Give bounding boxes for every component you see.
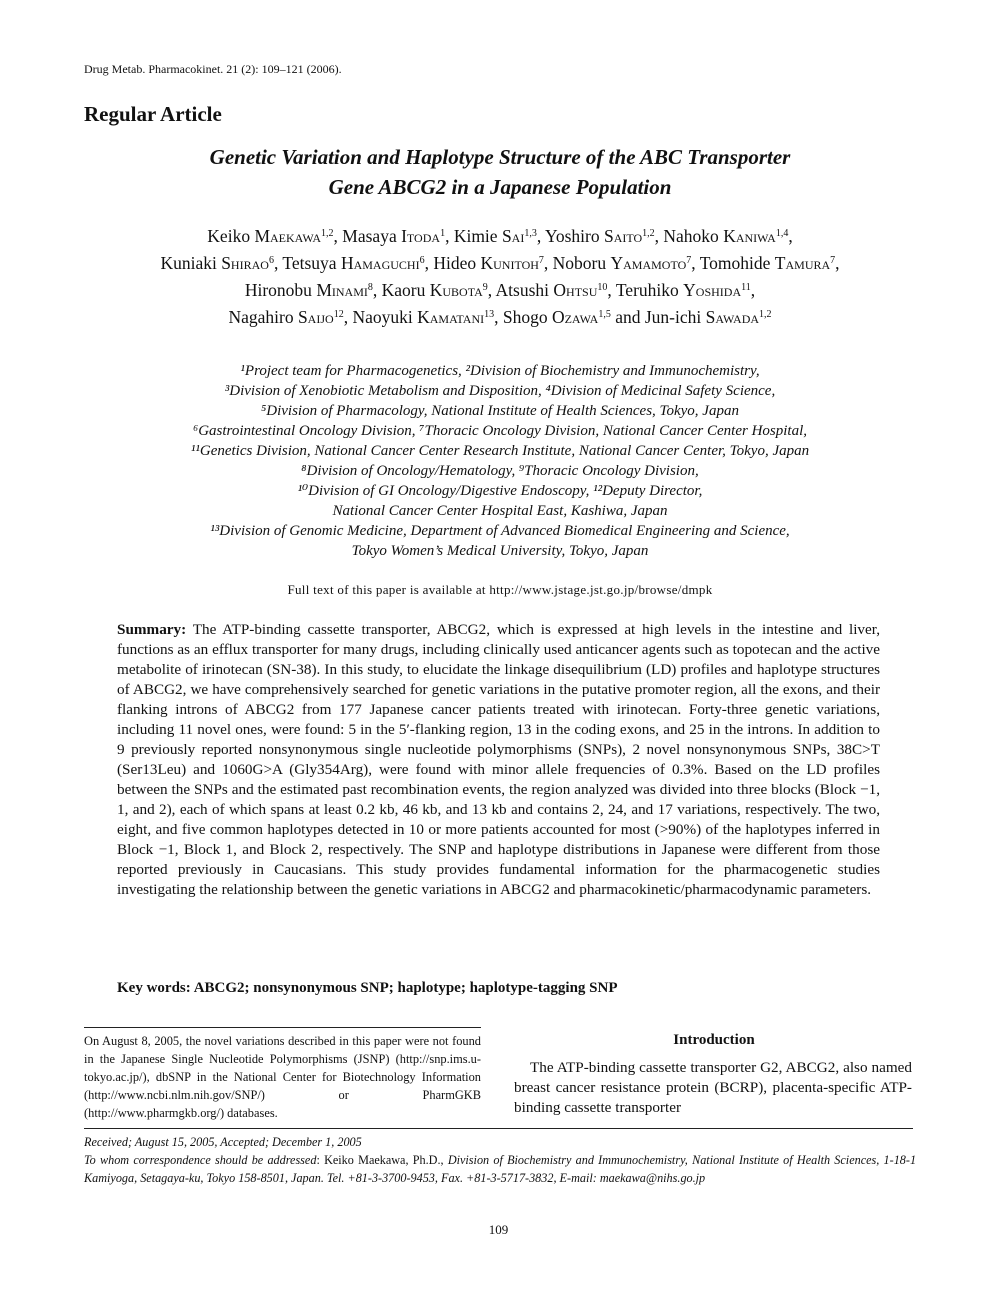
journal-citation: Drug Metab. Pharmacokinet. 21 (2): 109–121 (2006). <box>84 62 342 76</box>
author-name: Jun-ichi Sawada$^{1,2}$ <box>644 307 772 327</box>
affiliation-line: ⁶Gastrointestinal Oncology Division, ⁷Thoracic Oncology Division, National Cancer Center Hospital, <box>193 423 807 439</box>
correspondence-label: To whom correspondence should be addressed <box>84 1153 317 1167</box>
article-type: Regular Article <box>84 102 222 126</box>
page-footer-rule <box>84 1128 913 1129</box>
author-name: Hideo Kunitoh$^7$ <box>433 253 544 273</box>
author-name: Shogo Ozawa$^{1,5}$ <box>502 307 611 327</box>
affiliation-line: Tokyo Women’s Medical University, Tokyo, Japan <box>351 543 649 559</box>
correspondence-address: Division of Biochemistry and Immunochemistry, National Institute of Health Sciences, 1-18-1 Kamiyoga, Setagaya-ku, Tokyo 158-8501, Japan. Tel. +81-3-3700-9453, Fax. +81-3-5717-3832, E-mail: maekawa@nihs.go.jp <box>84 1153 917 1185</box>
author-name: Atsushi Ohtsu$^{10}$ <box>495 280 608 300</box>
affiliation-line: ⁸Division of Oncology/Hematology, ⁹Thoracic Oncology Division, <box>301 463 699 479</box>
author-list: Keiko Maekawa$^{1,2}$, Masaya Itoda$^1$, Kimie Sai$^{1,3}$, Yoshiro Saito$^{1,2}$, Nahoko Kaniwa$^{1,4}$, Kuniaki Shirao$^6$, Tetsuya Hamaguchi$^6$, Hideo Kunitoh$^7$, Noboru Yamamoto$^7$, Tomohide Tamura$^7$, Hironobu Minami$^8$, Kaoru Kubota$^9$, Atsushi Ohtsu$^{10}$, Teruhiko Yoshida$^{11}$, Nagahiro Saijo$^{12}$, Naoyuki Kamatani$^{13}$, Shogo Ozawa$^{1,5}$ and Jun-ichi Sawada$^{1,2}$ <box>160 226 840 327</box>
footnote-rule <box>84 1027 481 1028</box>
introduction-paragraph: The ATP-binding cassette transporter G2, ABCG2, also named breast cancer resistance protein (BCRP), placenta-specific ATP-binding cassette transporter <box>514 1059 912 1116</box>
correspondence-name: Keiko Maekawa, Ph.D. <box>324 1153 441 1167</box>
author-name: Nagahiro Saijo$^{12}$ <box>228 307 344 327</box>
affiliations <box>84 361 916 561</box>
introduction-text <box>514 1058 912 1118</box>
summary-label: Summary: <box>117 621 187 638</box>
affiliation-line: ⁵Division of Pharmacology, National Institute of Health Sciences, Tokyo, Japan <box>261 403 739 419</box>
author-name: Kaoru Kubota$^9$ <box>381 280 488 300</box>
received-dates: Received; August 15, 2005, Accepted; December 1, 2005 <box>84 1135 362 1149</box>
author-name: Teruhiko Yoshida$^{11}$ <box>615 280 751 300</box>
full-text-notice: Full text of this paper is available at http://www.jstage.jst.go.jp/browse/dmpk <box>287 582 713 597</box>
author-name: Masaya Itoda$^1$ <box>342 226 446 246</box>
article-title <box>84 142 916 202</box>
author-name: Tetsuya Hamaguchi$^6$ <box>282 253 425 273</box>
correspondence: To whom correspondence should be addressed: Keiko Maekawa, Ph.D., Division of Biochemistry and Immunochemistry, National Institute of Health Sciences, 1-18-1 Kamiyoga, Setagaya-ku, Tokyo 158-8501, Japan. Tel. +81-3-3700-9453, Fax. +81-3-5717-3832, E-mail: maekawa@nihs.go.jp <box>84 1153 917 1185</box>
author-name: Naoyuki Kamatani$^{13}$ <box>352 307 495 327</box>
author-name: Hironobu Minami$^8$ <box>244 280 373 300</box>
introduction-heading: Introduction <box>673 1032 755 1048</box>
authors-and: and <box>615 307 641 327</box>
affiliation-line: ¹³Division of Genomic Medicine, Department of Advanced Biomedical Engineering and Science, <box>210 523 790 539</box>
author-name: Kimie Sai$^{1,3}$ <box>453 226 537 246</box>
received-and-correspondence <box>84 1133 916 1187</box>
summary-text: The ATP-binding cassette transporter, ABCG2, which is expressed at high levels in the intestine and liver, functions as an efflux transporter for many drugs, including clinically used anticancer agents such as topotecan and the active metabolite of irinotecan (SN-38). In this study, to elucidate the linkage disequilibrium (LD) profiles and haplotype structures of ABCG2, we have comprehensively searched for genetic variations in the putative promoter region, all the exons, and their flanking introns of ABCG2 from 177 Japanese cancer patients treated with irinotecan. Forty-three genetic variations, including 11 novel ones, were found: 5 in the 5′-flanking region, 13 in the coding exons, and 25 in the introns. In addition to 9 previously reported nonsynonymous single nucleotide polymorphisms (SNPs), 2 novel nonsynonymous SNPs, 38C>T (Ser13Leu) and 1060G>A (Gly354Arg), were found with minor allele frequencies of 0.3%. Based on the LD profiles between the SNPs and the estimated past recombination events, the region analyzed was divided into three blocks (Block −1, 1, and 2), each of which spans at least 0.2 kb, 46 kb, and 13 kb and contains 2, 24, and 17 variations, respectively. The two, eight, and five common haplotypes detected in 10 or more patients accounted for most (>90%) of the haplotypes inferred in Block −1, Block 1, and Block 2, respectively. The SNP and haplotype distributions in Japanese were different from those reported previously in Caucasians. This study provides fundamental information for the pharmacogenetic studies investigating the relationship between the genetic variations in ABCG2 and pharmacokinetic/pharmacodynamic parameters. <box>117 621 880 898</box>
author-name: Keiko Maekawa$^{1,2}$ <box>207 226 334 246</box>
title-line-2: Gene ABCG2 in a Japanese Population <box>328 175 672 199</box>
affiliation-line: ³Division of Xenobiotic Metabolism and Disposition, ⁴Division of Medicinal Safety Science, <box>224 383 776 399</box>
keywords-text: ABCG2; nonsynonymous SNP; haplotype; haplotype-tagging SNP <box>193 980 618 996</box>
affiliation-line: ¹⁰Division of GI Oncology/Digestive Endoscopy, ¹²Deputy Director, <box>297 483 703 499</box>
keywords-label: Key words: <box>117 980 191 996</box>
page-number: 109 <box>488 1222 509 1237</box>
keywords <box>117 980 618 997</box>
affiliation-line: ¹Project team for Pharmacogenetics, ²Division of Biochemistry and Immunochemistry, <box>240 363 760 379</box>
author-name: Noboru Yamamoto$^7$ <box>552 253 692 273</box>
title-line-1: Genetic Variation and Haplotype Structure of the ABC Transporter <box>209 145 791 169</box>
author-name: Tomohide Tamura$^7$ <box>699 253 836 273</box>
summary-paragraph <box>117 620 880 900</box>
author-name: Kuniaki Shirao$^6$ <box>160 253 274 273</box>
author-name: Nahoko Kaniwa$^{1,4}$ <box>663 226 789 246</box>
affiliation-line: National Cancer Center Hospital East, Kashiwa, Japan <box>332 503 668 519</box>
affiliation-line: ¹¹Genetics Division, National Cancer Center Research Institute, National Cancer Center, Tokyo, Japan <box>190 443 810 459</box>
author-name: Yoshiro Saito$^{1,2}$ <box>544 226 655 246</box>
novel-variation-footnote: On August 8, 2005, the novel variations described in this paper were not found in the Japanese Single Nucleotide Polymorphisms (JSNP) (http://snp.ims.u-tokyo.ac.jp/), dbSNP in the National Center for Biotechnology Information (http://www.ncbi.nlm.nih.gov/SNP/) or PharmGKB (http://www.pharmgkb.org/) databases. <box>84 1034 481 1120</box>
